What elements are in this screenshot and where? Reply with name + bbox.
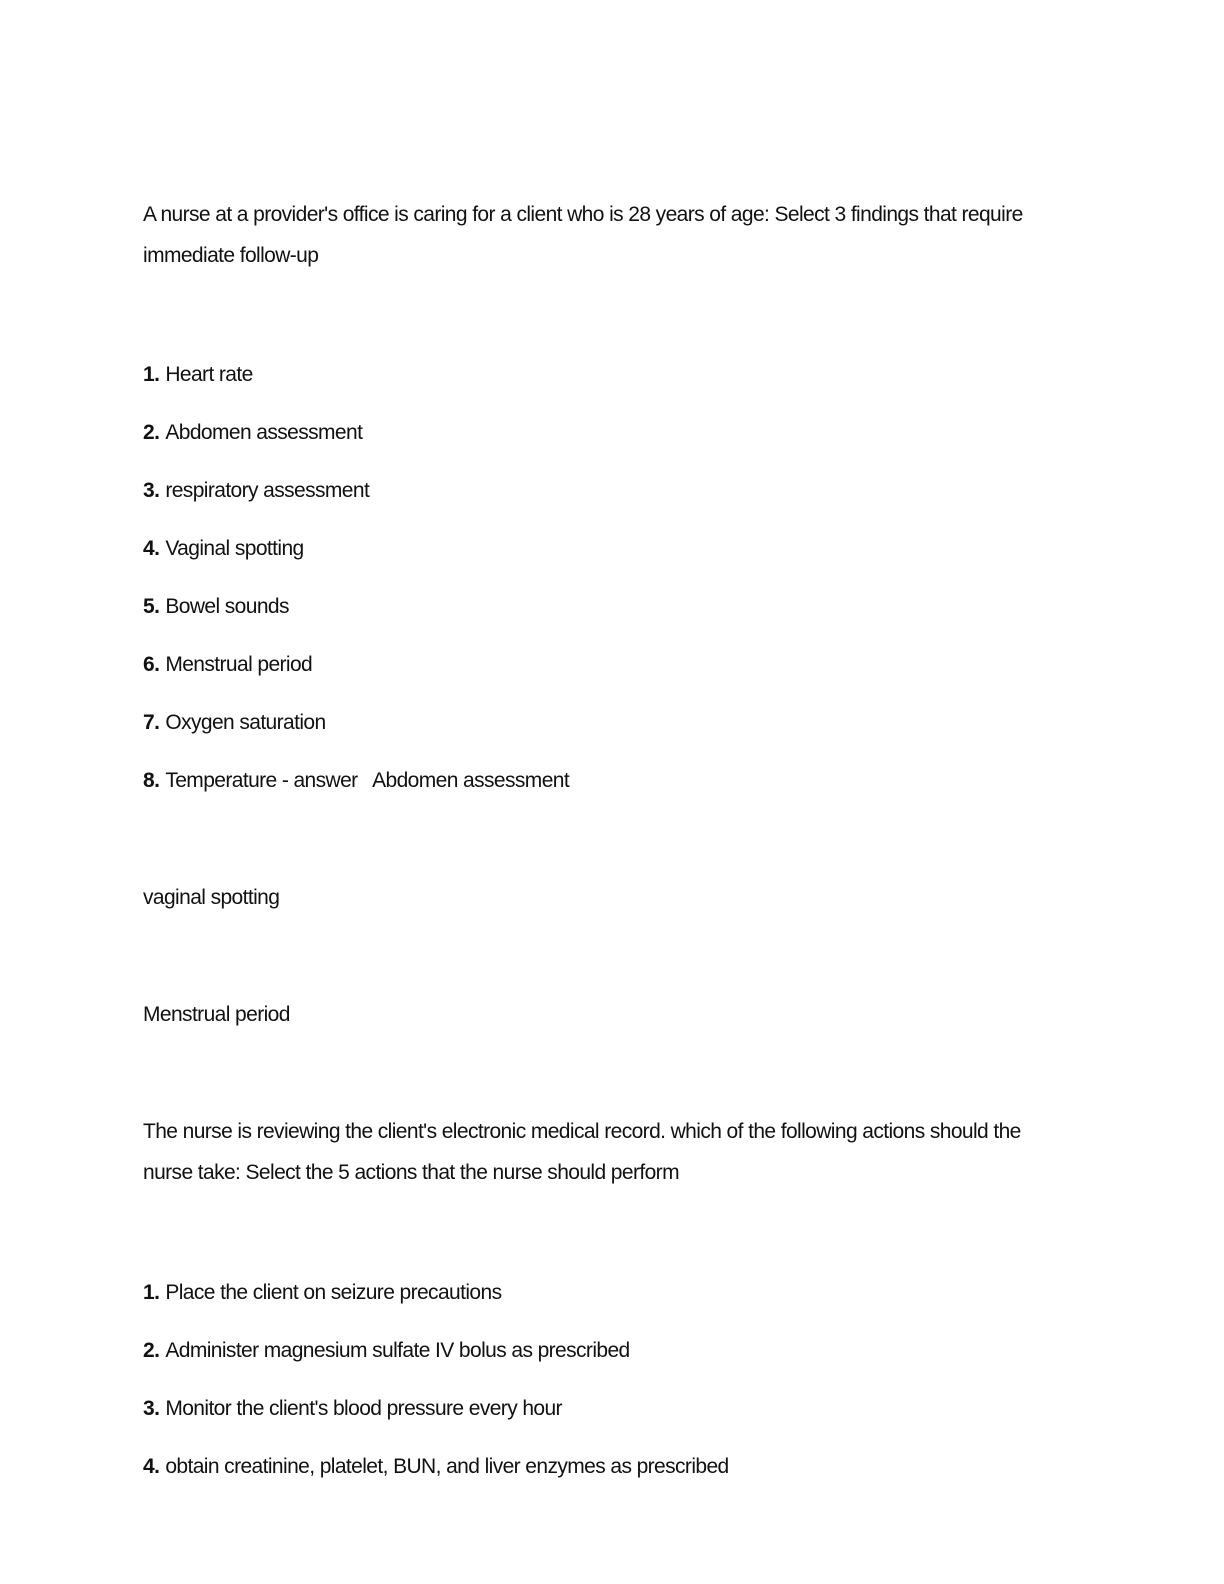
option-number: 3. xyxy=(143,1397,160,1420)
option-text: Vaginal spotting xyxy=(165,537,304,560)
option-number: 7. xyxy=(143,711,160,734)
option-number: 2. xyxy=(143,421,160,444)
question-1-prompt: A nurse at a provider's office is caring for a client who is 28 years of age: Select 3 findings that require immediate follow-up xyxy=(143,203,1023,267)
option-text: Place the client on seizure precautions xyxy=(165,1281,502,1304)
option-number: 3. xyxy=(143,479,160,502)
option-number: 5. xyxy=(143,595,160,618)
list-item xyxy=(143,1337,729,1395)
option-text: Menstrual period xyxy=(165,653,313,676)
list-item xyxy=(143,1453,729,1511)
list-item xyxy=(143,477,569,535)
option-number: 8. xyxy=(143,769,160,792)
option-number: 1. xyxy=(143,363,160,386)
list-item xyxy=(143,419,569,477)
option-number: 6. xyxy=(143,653,160,676)
option-text: obtain creatinine, platelet, BUN, and liver enzymes as prescribed xyxy=(165,1455,729,1478)
list-item xyxy=(143,593,569,651)
list-item xyxy=(143,1279,729,1337)
option-text: Abdomen assessment xyxy=(165,421,363,444)
option-number: 1. xyxy=(143,1281,160,1304)
list-item xyxy=(143,651,569,709)
option-text: Bowel sounds xyxy=(165,595,289,618)
option-text: respiratory assessment xyxy=(165,479,370,502)
option-text: Monitor the client's blood pressure every hour xyxy=(165,1397,562,1420)
list-item xyxy=(143,767,569,825)
list-item xyxy=(143,535,569,593)
question-2-options xyxy=(143,1279,729,1511)
option-number: 2. xyxy=(143,1339,160,1362)
answer-line: vaginal spotting xyxy=(143,886,280,909)
option-text: Heart rate xyxy=(165,363,253,386)
question-2-prompt: The nurse is reviewing the client's electronic medical record. which of the following actions should the nurse take: Select the 5 actions that the nurse should perform xyxy=(143,1120,1021,1184)
option-text: Oxygen saturation xyxy=(165,711,326,734)
option-number: 4. xyxy=(143,537,160,560)
list-item xyxy=(143,361,569,419)
option-text: Temperature - answer Abdomen assessment xyxy=(165,769,570,792)
answer-line: Menstrual period xyxy=(143,1003,290,1026)
list-item xyxy=(143,709,569,767)
list-item xyxy=(143,1395,729,1453)
option-text: Administer magnesium sulfate IV bolus as prescribed xyxy=(165,1339,630,1362)
option-number: 4. xyxy=(143,1455,160,1478)
question-1-options xyxy=(143,361,569,825)
